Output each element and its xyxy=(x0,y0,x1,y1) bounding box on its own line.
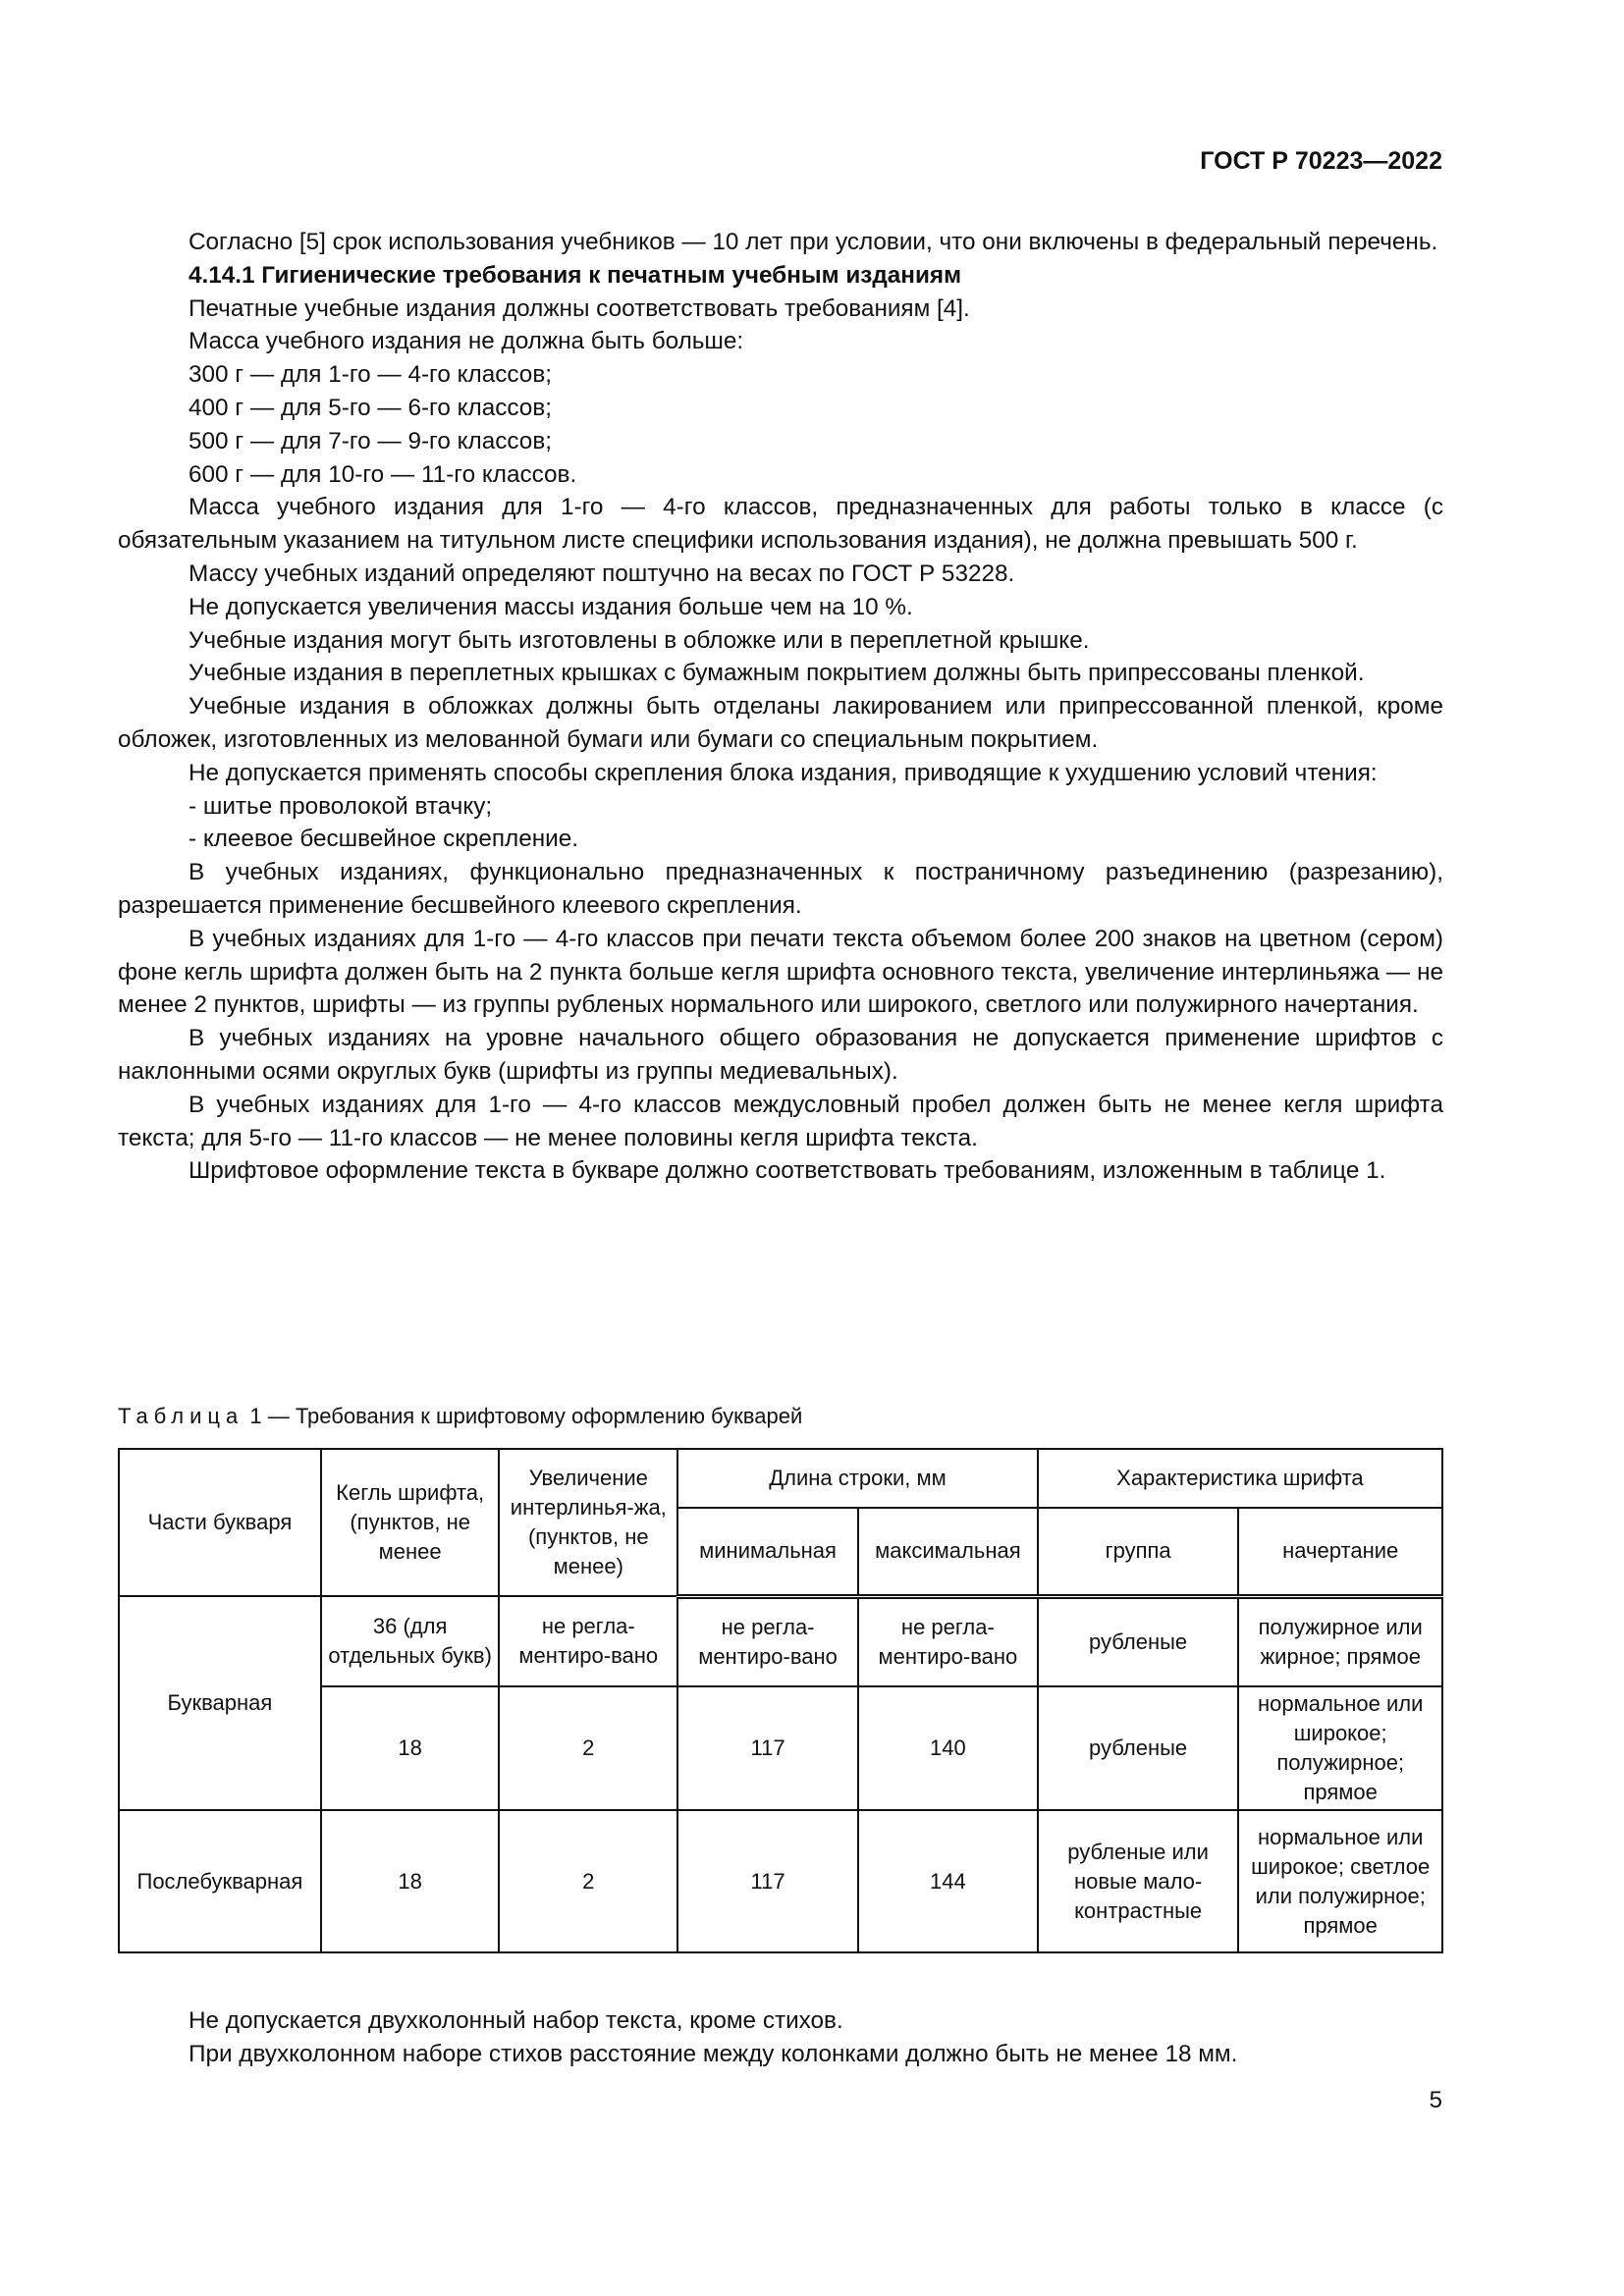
cell-leading: 2 xyxy=(499,1810,677,1952)
table-caption xyxy=(118,1404,802,1429)
header-font-style: начертание xyxy=(1238,1508,1442,1596)
cell-part: Послебукварная xyxy=(119,1810,321,1952)
header-size: Кегль шрифта, (пунктов, не менее xyxy=(321,1449,500,1596)
page-number: 5 xyxy=(1429,2087,1442,2113)
paragraph: - клеевое бесшвейное скрепление. xyxy=(189,826,578,853)
paragraph: В учебных изданиях на уровне начального общего образования не допускается применение шрифтов с наклонными осями округлых букв (шрифты из группы медиевальных). xyxy=(118,1025,1443,1085)
paragraph: Согласно [5] срок использования учебников — 10 лет при условии, что они включены в федеральный перечень. xyxy=(189,229,1438,255)
cell-size: 36 (для отдельных букв) xyxy=(321,1596,500,1686)
header-length-max: максимальная xyxy=(858,1508,1038,1596)
cell-min: 117 xyxy=(677,1810,858,1952)
document-header: ГОСТ Р 70223—2022 xyxy=(1200,147,1442,175)
header-part: Части букваря xyxy=(119,1449,321,1596)
paragraph: Учебные издания могут быть изготовлены в обложке или в переплетной крышке. xyxy=(189,626,1090,654)
paragraph: При двухколонном наборе стихов расстояние между колонками должно быть не менее 18 мм. xyxy=(189,2040,1238,2067)
paragraph: Учебные издания в обложках должны быть отделаны лакированием или припрессованной пленкой, кроме обложек, изготовленных из мелованной бумаги или бумаги со специальным покрытием. xyxy=(118,693,1443,753)
table-row xyxy=(119,1596,1442,1686)
cell-min: не регла-ментиро-вано xyxy=(677,1596,858,1686)
paragraph: Не допускается применять способы скрепления блока издания, приводящие к ухудшению условий чтения: xyxy=(189,759,1378,786)
paragraph: В учебных изданиях, функционально предназначенных к постраничному разъединению (разрезанию), разрешается применение бесшвейного клеевого скрепления. xyxy=(118,859,1443,919)
paragraph: 400 г — для 5-го — 6-го классов; xyxy=(189,394,552,421)
cell-leading: 2 xyxy=(499,1686,677,1810)
table-row xyxy=(119,1810,1442,1952)
cell-style: нормальное или широкое; полужирное; прямое xyxy=(1238,1686,1442,1810)
header-font-group: группа xyxy=(1038,1508,1239,1596)
paragraph: Не допускается двухколонный набор текста, кроме стихов. xyxy=(189,2007,843,2034)
cell-part: Букварная xyxy=(119,1596,321,1810)
paragraph: Шрифтовое оформление текста в букваре должно соответствовать требованиям, изложенным в таблице 1. xyxy=(189,1157,1386,1185)
cell-max: 140 xyxy=(858,1686,1038,1810)
primer-font-requirements-table xyxy=(118,1448,1443,1953)
paragraph: Не допускается увеличения массы издания больше чем на 10 %. xyxy=(189,593,913,620)
cell-size: 18 xyxy=(321,1810,500,1952)
cell-group: рубленые или новые мало-контрастные xyxy=(1038,1810,1239,1952)
body-text xyxy=(118,226,1443,1188)
cell-style: полужирное или жирное; прямое xyxy=(1238,1596,1442,1686)
cell-group: рубленые xyxy=(1038,1686,1239,1810)
section-heading: 4.14.1 Гигиенические требования к печатным учебным изданиям xyxy=(189,261,962,289)
paragraph: Масса учебного издания для 1-го — 4-го классов, предназначенных для работы только в классе (с обязательным указанием на титульном листе специфики использования издания), не должна превышать 500 г. xyxy=(118,494,1443,555)
cell-leading: не регла-ментиро-вано xyxy=(499,1596,677,1686)
table-caption-text: 1 — Требования к шрифтовому оформлению букварей xyxy=(249,1404,803,1428)
header-font: Характеристика шрифта xyxy=(1038,1449,1442,1508)
header-length-min: минимальная xyxy=(677,1508,858,1596)
paragraph: 600 г — для 10-го — 11-го классов. xyxy=(189,460,577,488)
cell-max: не регла-ментиро-вано xyxy=(858,1596,1038,1686)
table-caption-label: Таблица xyxy=(118,1404,244,1428)
paragraph: Печатные учебные издания должны соответствовать требованиям [4]. xyxy=(189,294,970,322)
paragraph: 500 г — для 7-го — 9-го классов; xyxy=(189,427,552,454)
cell-min: 117 xyxy=(677,1686,858,1810)
cell-group: рубленые xyxy=(1038,1596,1239,1686)
paragraph: Масса учебного издания не должна быть больше: xyxy=(189,328,744,355)
cell-style: нормальное или широкое; светлое или полужирное; прямое xyxy=(1238,1810,1442,1952)
paragraph: Массу учебных изданий определяют поштучно на весах по ГОСТ Р 53228. xyxy=(189,560,1015,587)
cell-max: 144 xyxy=(858,1810,1038,1952)
header-leading: Увеличение интерлинья-жа, (пунктов, не менее) xyxy=(499,1449,677,1596)
paragraph: - шитье проволокой втачку; xyxy=(189,792,493,820)
paragraph: Учебные издания в переплетных крышках с бумажным покрытием должны быть припрессованы пленкой. xyxy=(189,660,1365,687)
paragraph: В учебных изданиях для 1-го — 4-го классов междусловный пробел должен быть не менее кегля шрифта текста; для 5-го — 11-го классов — не менее половины кегля шрифта текста. xyxy=(118,1091,1443,1151)
header-length: Длина строки, мм xyxy=(677,1449,1038,1508)
after-table-text xyxy=(118,2004,1443,2071)
paragraph: В учебных изданиях для 1-го — 4-го классов при печати текста объемом более 200 знаков на цветном (сером) фоне кегль шрифта должен быть на 2 пункта больше кегля шрифта основного текста, увеличение интерлиньяжа — не менее 2 пунктов, шрифты — из группы рубленых нормального или широкого, светлого или полужирного начертания. xyxy=(118,925,1443,1019)
cell-size: 18 xyxy=(321,1686,500,1810)
paragraph: 300 г — для 1-го — 4-го классов; xyxy=(189,361,552,389)
